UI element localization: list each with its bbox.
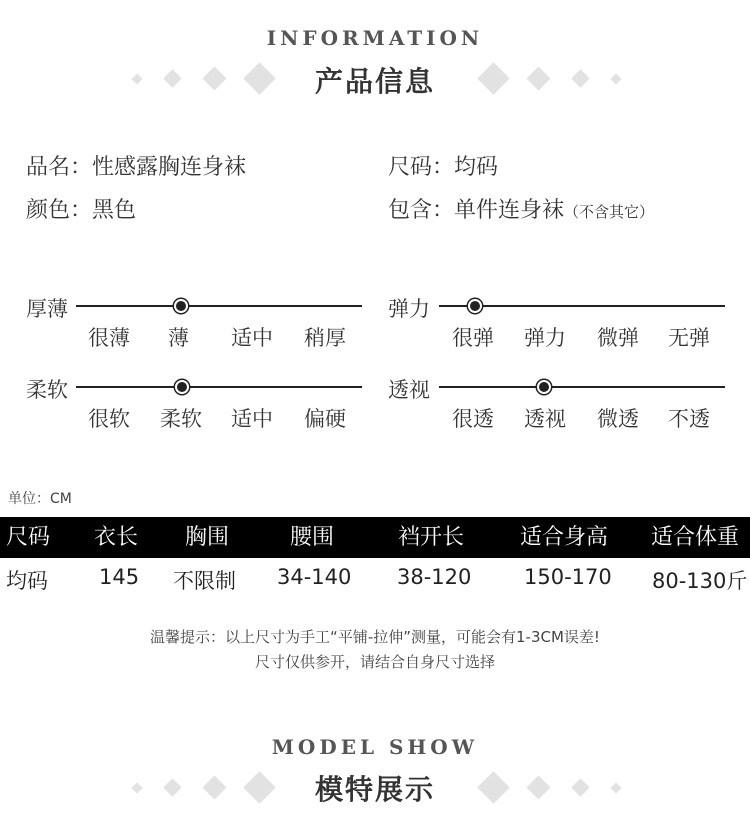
product-size: 尺码：均码 <box>388 155 499 180</box>
option-thickness-1: 薄 <box>168 326 189 350</box>
table-header-cell: 适合身高 <box>520 525 609 550</box>
note-line-2: 尺寸仅供参开，请结合自身尺寸选择 <box>254 653 495 671</box>
option-softness-3: 偏硬 <box>304 407 346 431</box>
table-header-cell: 胸围 <box>185 525 230 550</box>
section2-title-en: MODEL SHOW <box>271 735 479 759</box>
product-name: 品名：性感露胸连身袜 <box>26 155 247 180</box>
slider-label-elasticity: 弹力 <box>388 297 430 321</box>
table-header-cell: 尺码 <box>6 525 51 550</box>
table-cell: 均码 <box>6 569 48 593</box>
table-header-cell: 衣长 <box>94 525 139 550</box>
slider-dot-softness <box>175 380 189 394</box>
section-title-en: INFORMATION <box>266 26 484 50</box>
option-thickness-2: 适中 <box>231 326 273 350</box>
option-thickness-0: 很薄 <box>88 326 130 350</box>
size-table-header <box>0 517 750 558</box>
slider-track-thickness <box>76 305 362 307</box>
option-softness-1: 柔软 <box>160 407 202 431</box>
includes-text: 包含：单件连身袜 <box>388 198 565 223</box>
table-header-cell: 适合体重 <box>651 525 740 550</box>
slider-label-softness: 柔软 <box>26 378 68 402</box>
option-softness-0: 很软 <box>88 407 130 431</box>
slider-dot-thickness <box>174 299 188 313</box>
note-line-1: 温馨提示：以上尺寸为手工“平铺-拉伸”测量，可能会有1-3CM误差! <box>150 628 600 646</box>
table-header-cell: 腰围 <box>290 525 335 550</box>
includes-note: （不含其它） <box>564 203 655 221</box>
slider-label-transparency: 透视 <box>388 378 430 402</box>
product-includes <box>388 193 654 224</box>
slider-track-softness <box>76 386 362 388</box>
slider-dot-transparency <box>537 380 551 394</box>
product-color: 颜色：黑色 <box>26 198 137 223</box>
option-elasticity-0: 很弹 <box>452 326 494 350</box>
option-transparency-1: 透视 <box>524 407 566 431</box>
section-title-cn: 产品信息 <box>314 65 435 98</box>
option-transparency-0: 很透 <box>452 407 494 431</box>
table-cell: 145 <box>99 565 140 589</box>
option-elasticity-3: 无弹 <box>668 326 710 350</box>
table-cell: 不限制 <box>173 569 236 593</box>
option-softness-2: 适中 <box>231 407 273 431</box>
slider-track-transparency <box>439 386 725 388</box>
option-elasticity-2: 微弹 <box>597 326 639 350</box>
table-header-cell: 裆开长 <box>398 525 465 550</box>
slider-dot-elasticity <box>468 299 482 313</box>
option-thickness-3: 稍厚 <box>304 326 346 350</box>
section2-title-cn: 模特展示 <box>314 773 435 806</box>
slider-label-thickness: 厚薄 <box>26 297 68 321</box>
table-cell: 34-140 <box>277 565 352 589</box>
unit-label: 单位：CM <box>8 491 72 507</box>
option-transparency-3: 不透 <box>668 407 710 431</box>
table-cell: 38-120 <box>397 565 472 589</box>
option-transparency-2: 微透 <box>597 407 639 431</box>
table-cell: 80-130斤 <box>652 569 748 593</box>
option-elasticity-1: 弹力 <box>524 326 566 350</box>
table-cell: 150-170 <box>524 565 612 589</box>
